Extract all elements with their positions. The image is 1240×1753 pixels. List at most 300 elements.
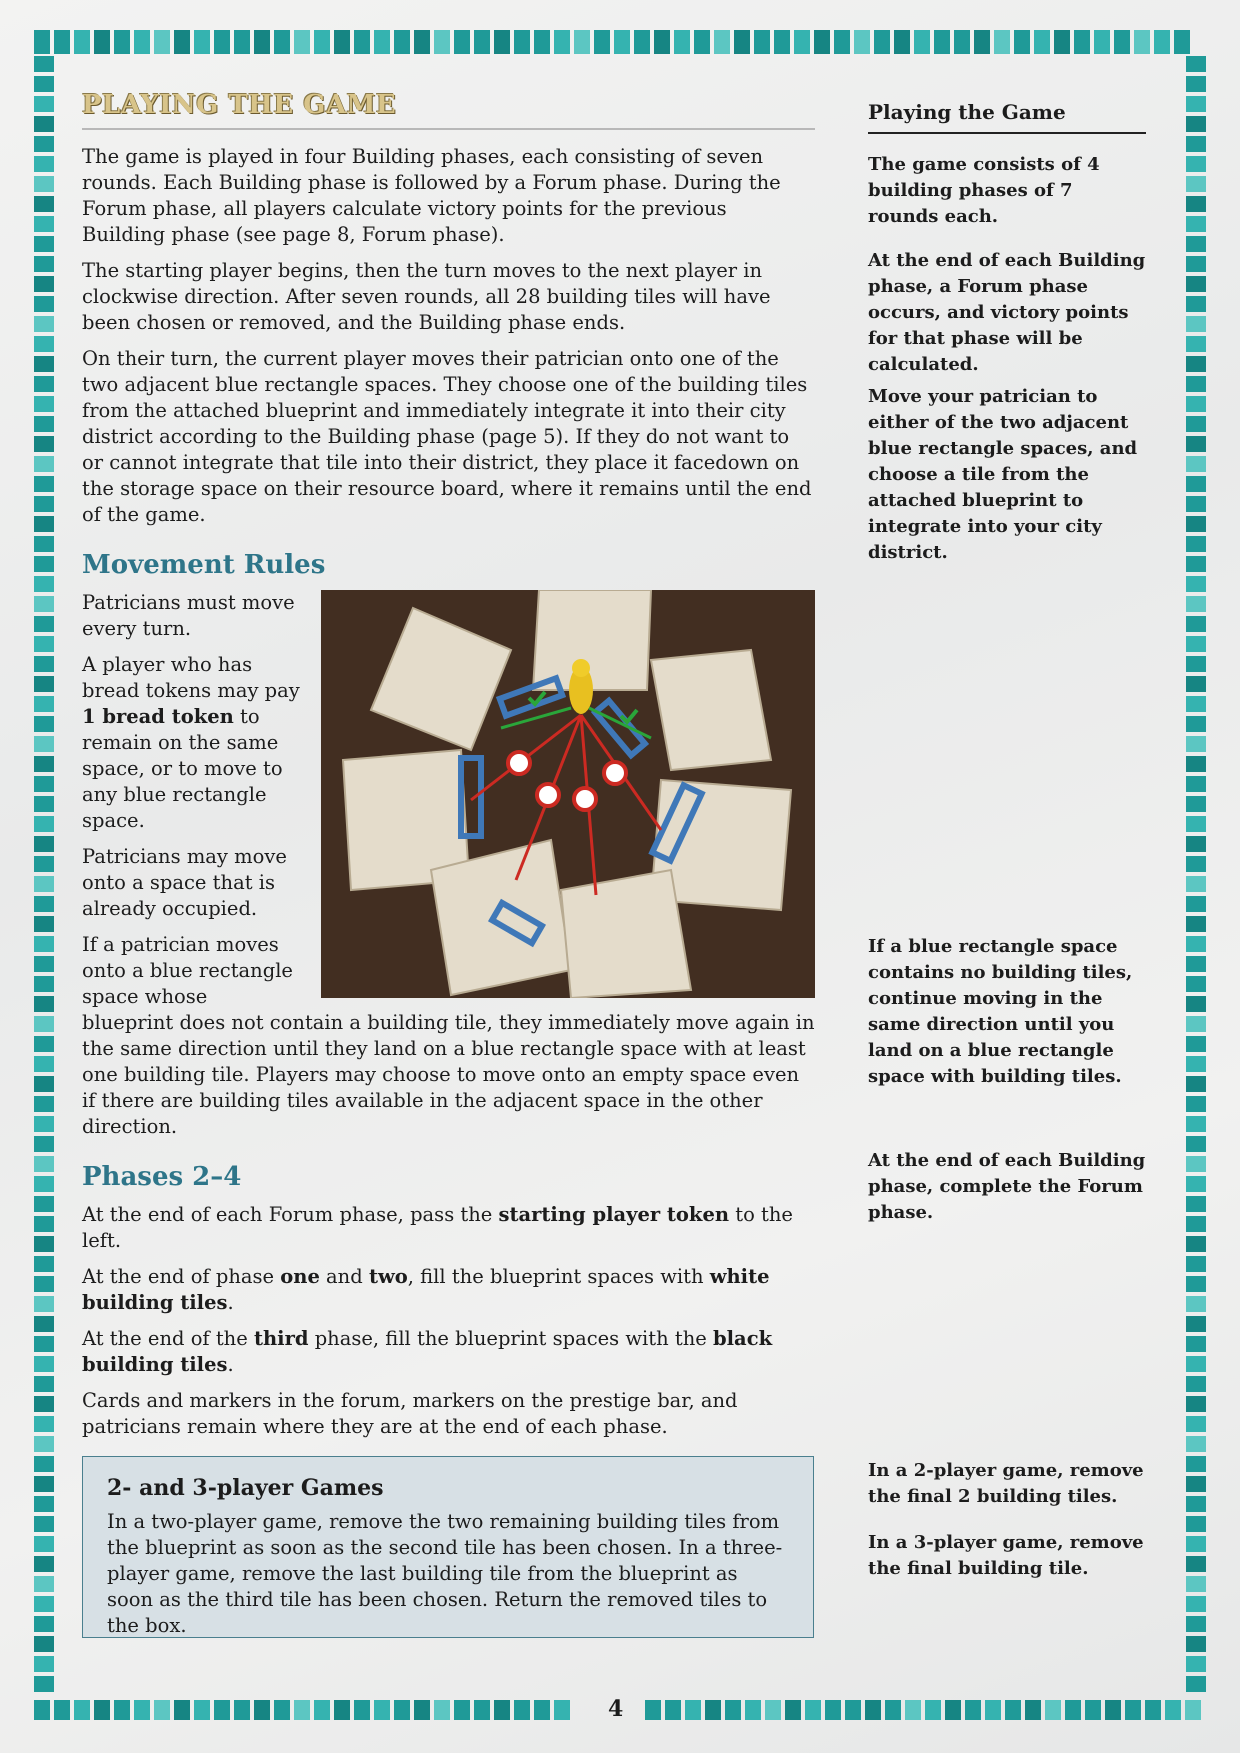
mosaic-tile	[454, 30, 470, 54]
mosaic-tile	[1186, 1016, 1206, 1032]
mosaic-tile	[1186, 836, 1206, 852]
mosaic-tile	[34, 956, 54, 972]
mosaic-tile	[1186, 1296, 1206, 1312]
mosaic-tile	[34, 1096, 54, 1112]
mosaic-tile	[1186, 776, 1206, 792]
mosaic-tile	[34, 636, 54, 652]
text-span: At the end of each Forum phase, pass the	[82, 1203, 499, 1226]
mosaic-tile	[254, 30, 270, 54]
page-number: 4	[608, 1696, 624, 1722]
mosaic-tile	[34, 596, 54, 612]
mosaic-tile	[34, 776, 54, 792]
mosaic-tile	[34, 1656, 54, 1672]
mosaic-tile	[554, 1700, 570, 1720]
main-column	[82, 90, 815, 1440]
mosaic-tile	[1186, 56, 1206, 72]
mosaic-tile	[674, 30, 690, 54]
sidebar-text: Move your patrician to either of the two adjacent blue rectangle spaces, and choose a tile from the attached blueprint to integrate into your city district.	[868, 386, 1138, 563]
mosaic-tile	[1125, 1700, 1141, 1720]
bold-text: black building tiles	[82, 1327, 773, 1376]
mosaic-tile	[594, 30, 610, 54]
mosaic-tile	[1186, 1316, 1206, 1332]
mosaic-tile	[1186, 1656, 1206, 1672]
mosaic-tile	[1186, 1076, 1206, 1092]
mosaic-tile	[1186, 1236, 1206, 1252]
mosaic-tile	[945, 1700, 961, 1720]
mosaic-tile	[1186, 576, 1206, 592]
mosaic-tile	[985, 1700, 1001, 1720]
mosaic-tile	[1186, 736, 1206, 752]
sidebar-summary-3	[868, 384, 1146, 566]
mosaic-tile	[1186, 496, 1206, 512]
mosaic-tile	[1186, 1436, 1206, 1452]
mosaic-tile	[94, 1700, 110, 1720]
phases-paragraph-1	[82, 1202, 815, 1254]
mosaic-tile	[1186, 176, 1206, 192]
box-heading: 2- and 3-player Games	[107, 1475, 384, 1501]
mosaic-tile	[1134, 30, 1150, 54]
mosaic-tile	[34, 816, 54, 832]
mosaic-tile	[34, 1576, 54, 1592]
mosaic-tile	[494, 1700, 510, 1720]
mosaic-tile	[1186, 316, 1206, 332]
mosaic-tile	[34, 96, 54, 112]
mosaic-tile	[74, 1700, 90, 1720]
mosaic-tile	[1186, 1636, 1206, 1652]
mosaic-tile	[34, 1296, 54, 1312]
mosaic-tile	[34, 1496, 54, 1512]
text-span: to remain on the same space, or to move to any blue rectangle space.	[82, 705, 283, 832]
mosaic-tile	[34, 176, 54, 192]
mosaic-tile	[34, 456, 54, 472]
mosaic-tile	[1185, 1700, 1201, 1720]
mosaic-tile	[1186, 856, 1206, 872]
mosaic-tile	[34, 656, 54, 672]
mosaic-tile	[34, 76, 54, 92]
mosaic-tile	[1186, 476, 1206, 492]
intro-paragraph-1: The game is played in four Building phases, each consisting of seven rounds. Each Building phase is followed by a Forum phase. During the Forum phase, all players calculate victory points for the previous Building phase (see page 8, Forum phase).	[82, 145, 781, 246]
mosaic-tile	[434, 1700, 450, 1720]
mosaic-tile	[865, 1700, 881, 1720]
mosaic-tile	[474, 30, 490, 54]
mosaic-tile	[34, 1556, 54, 1572]
mosaic-tile	[1085, 1700, 1101, 1720]
mosaic-tile	[1186, 256, 1206, 272]
decorative-border-top	[34, 30, 1206, 54]
mosaic-tile	[1186, 1036, 1206, 1052]
mosaic-tile	[34, 1616, 54, 1632]
mosaic-tile	[34, 30, 50, 54]
bold-text: third	[253, 1327, 309, 1350]
mosaic-tile	[34, 316, 54, 332]
mosaic-tile	[214, 1700, 230, 1720]
mosaic-tile	[1186, 916, 1206, 932]
mosaic-tile	[1186, 716, 1206, 732]
mosaic-tile	[454, 1700, 470, 1720]
mosaic-tile	[34, 676, 54, 692]
mosaic-tile	[1186, 1276, 1206, 1292]
mosaic-tile	[774, 30, 790, 54]
sidebar-summary-2	[868, 248, 1146, 378]
mosaic-tile	[1186, 1536, 1206, 1552]
mosaic-tile	[294, 1700, 310, 1720]
mosaic-tile	[294, 30, 310, 54]
sidebar-summary-5	[868, 1148, 1146, 1226]
mosaic-tile	[814, 30, 830, 54]
mosaic-tile	[114, 1700, 130, 1720]
mosaic-tile	[534, 1700, 550, 1720]
mosaic-tile	[34, 856, 54, 872]
mosaic-tile	[34, 196, 54, 212]
mosaic-tile	[725, 1700, 741, 1720]
mosaic-tile	[934, 30, 950, 54]
mosaic-tile	[414, 1700, 430, 1720]
mosaic-tile	[34, 56, 54, 72]
mosaic-tile	[34, 936, 54, 952]
mosaic-tile	[1186, 1116, 1206, 1132]
mosaic-tile	[1074, 30, 1090, 54]
mosaic-tile	[1045, 1700, 1061, 1720]
mosaic-tile	[34, 1536, 54, 1552]
mosaic-tile	[1186, 1376, 1206, 1392]
mosaic-tile	[334, 1700, 350, 1720]
text-span: A player who has bread tokens may pay	[82, 653, 300, 702]
mosaic-tile	[34, 1236, 54, 1252]
movement-paragraph-4: If a patrician moves onto a blue rectangle space whose blueprint does not contain a building tile, they immediately move again in the same direction until they land on a blue rectangle space with at least one building tile. Players may choose to move onto an empty space even if there are building tiles available in the adjacent space in the other direction.	[82, 933, 815, 1138]
text-span: phase, fill the blueprint spaces with the	[308, 1327, 714, 1350]
mosaic-tile	[34, 1116, 54, 1132]
mosaic-tile	[665, 1700, 681, 1720]
text-span: At the end of the	[82, 1327, 254, 1350]
mosaic-tile	[34, 1156, 54, 1172]
mosaic-tile	[1186, 416, 1206, 432]
sidebar-text: At the end of each Building phase, complete the Forum phase.	[868, 1150, 1146, 1223]
mosaic-tile	[1186, 656, 1206, 672]
mosaic-tile	[1186, 796, 1206, 812]
mosaic-tile	[1186, 236, 1206, 252]
mosaic-tile	[754, 30, 770, 54]
mosaic-tile	[1034, 30, 1050, 54]
mosaic-tile	[614, 30, 630, 54]
mosaic-tile	[494, 30, 510, 54]
mosaic-tile	[34, 1396, 54, 1412]
mosaic-tile	[1186, 296, 1206, 312]
decorative-border-right	[1186, 56, 1206, 1696]
mosaic-tile	[1186, 336, 1206, 352]
mosaic-tile	[1186, 876, 1206, 892]
mosaic-tile	[174, 1700, 190, 1720]
mosaic-tile	[1186, 356, 1206, 372]
mosaic-tile	[34, 236, 54, 252]
mosaic-tile	[1186, 616, 1206, 632]
mosaic-tile	[254, 1700, 270, 1720]
mosaic-tile	[194, 1700, 210, 1720]
mosaic-tile	[1186, 756, 1206, 772]
mosaic-tile	[1186, 596, 1206, 612]
mosaic-tile	[1186, 1216, 1206, 1232]
sidebar-title: Playing the Game	[868, 100, 1146, 134]
mosaic-tile	[1186, 516, 1206, 532]
mosaic-tile	[914, 30, 930, 54]
box-text: In a two-player game, remove the two remaining building tiles from the blueprint as soon as the second tile has been chosen. In a three-player game, remove the last building tile from the blueprint as soon as the third tile has been chosen. Return the removed tiles to the box.	[107, 1510, 783, 1637]
mosaic-tile	[1186, 936, 1206, 952]
mosaic-tile	[34, 1216, 54, 1232]
mosaic-tile	[34, 1196, 54, 1212]
mosaic-tile	[805, 1700, 821, 1720]
mosaic-tile	[354, 1700, 370, 1720]
mosaic-tile	[1186, 1396, 1206, 1412]
mosaic-tile	[34, 1636, 54, 1652]
mosaic-tile	[1186, 1576, 1206, 1592]
bold-text: 1 bread token	[82, 705, 234, 728]
mosaic-tile	[1186, 196, 1206, 212]
mosaic-tile	[474, 1700, 490, 1720]
mosaic-tile	[214, 30, 230, 54]
mosaic-tile	[654, 30, 670, 54]
mosaic-tile	[1186, 896, 1206, 912]
mosaic-tile	[1186, 156, 1206, 172]
mosaic-tile	[1065, 1700, 1081, 1720]
mosaic-tile	[514, 30, 530, 54]
mosaic-tile	[1186, 456, 1206, 472]
mosaic-tile	[1186, 1136, 1206, 1152]
intro-paragraph-3: On their turn, the current player moves their patrician onto one of the two adjacent blue rectangle spaces. They choose one of the building tiles from the attached blueprint and immediately integrate it into their city district according to the Building phase (page 5). If they do not want to or cannot integrate that tile into their district, they place it facedown on the storage space on their resource board, where it remains until the end of the game.	[82, 347, 812, 526]
mosaic-tile	[554, 30, 570, 54]
movement-rules-heading: Movement Rules	[82, 550, 326, 580]
text-span: .	[227, 1291, 234, 1314]
text-span: At the end of phase	[82, 1265, 281, 1288]
mosaic-tile	[1186, 1196, 1206, 1212]
mosaic-tile	[834, 30, 850, 54]
sidebar-text: The game consists of 4 building phases of 7 rounds each.	[868, 154, 1100, 227]
mosaic-tile	[1186, 1356, 1206, 1372]
mosaic-tile	[905, 1700, 921, 1720]
mosaic-tile	[34, 376, 54, 392]
mosaic-tile	[845, 1700, 861, 1720]
mosaic-tile	[34, 836, 54, 852]
sidebar-text: If a blue rectangle space contains no building tiles, continue moving in the same direction until you land on a blue rectangle space with building tiles.	[868, 936, 1133, 1087]
mosaic-tile	[234, 1700, 250, 1720]
mosaic-tile	[894, 30, 910, 54]
bold-text: starting player token	[498, 1203, 730, 1226]
mosaic-tile	[1186, 276, 1206, 292]
mosaic-tile	[1186, 996, 1206, 1012]
mosaic-tile	[885, 1700, 901, 1720]
mosaic-tile	[314, 1700, 330, 1720]
mosaic-tile	[925, 1700, 941, 1720]
mosaic-tile	[314, 30, 330, 54]
mosaic-tile	[354, 30, 370, 54]
game-board-photo	[321, 590, 815, 998]
mosaic-tile	[954, 30, 970, 54]
mosaic-tile	[1186, 1336, 1206, 1352]
bold-text: white building tiles	[82, 1265, 770, 1314]
mosaic-tile	[1154, 30, 1170, 54]
mosaic-tile	[765, 1700, 781, 1720]
mosaic-tile	[1105, 1700, 1121, 1720]
mosaic-tile	[685, 1700, 701, 1720]
mosaic-tile	[34, 1276, 54, 1292]
mosaic-tile	[694, 30, 710, 54]
bold-text: one	[280, 1265, 320, 1288]
phases-paragraph-2	[82, 1264, 815, 1316]
mosaic-tile	[645, 1700, 661, 1720]
mosaic-tile	[34, 1036, 54, 1052]
mosaic-tile	[1186, 1676, 1206, 1692]
mosaic-tile	[1186, 536, 1206, 552]
mosaic-tile	[1186, 676, 1206, 692]
mosaic-tile	[1186, 1456, 1206, 1472]
mosaic-tile	[334, 30, 350, 54]
mosaic-tile	[74, 30, 90, 54]
mosaic-tile	[1005, 1700, 1021, 1720]
sidebar-text: In a 3-player game, remove the final building tile.	[868, 1532, 1144, 1579]
mosaic-tile	[1186, 1496, 1206, 1512]
movement-paragraph-1: Patricians must move every turn.	[82, 591, 295, 640]
decorative-border-bottom-right	[645, 1700, 1206, 1720]
mosaic-tile	[34, 416, 54, 432]
mosaic-tile	[1186, 1096, 1206, 1112]
mosaic-tile	[34, 1516, 54, 1532]
mosaic-tile	[1145, 1700, 1161, 1720]
decorative-border-left	[34, 56, 54, 1696]
mosaic-tile	[174, 30, 190, 54]
mosaic-tile	[785, 1700, 801, 1720]
mosaic-tile	[34, 1676, 54, 1692]
decorative-border-bottom-left	[34, 1700, 590, 1720]
mosaic-tile	[34, 796, 54, 812]
mosaic-tile	[34, 396, 54, 412]
mosaic-tile	[1094, 30, 1110, 54]
mosaic-tile	[1186, 376, 1206, 392]
mosaic-tile	[34, 1056, 54, 1072]
mosaic-tile	[374, 30, 390, 54]
mosaic-tile	[1186, 556, 1206, 572]
mosaic-tile	[34, 996, 54, 1012]
mosaic-tile	[1186, 696, 1206, 712]
mosaic-tile	[1186, 976, 1206, 992]
mosaic-tile	[1186, 136, 1206, 152]
mosaic-tile	[414, 30, 430, 54]
mosaic-tile	[1186, 1176, 1206, 1192]
mosaic-tile	[34, 536, 54, 552]
mosaic-tile	[1186, 636, 1206, 652]
mosaic-tile	[1186, 816, 1206, 832]
mosaic-tile	[34, 696, 54, 712]
mosaic-tile	[34, 1136, 54, 1152]
mosaic-tile	[34, 156, 54, 172]
mosaic-tile	[34, 1176, 54, 1192]
mosaic-tile	[734, 30, 750, 54]
text-span: .	[227, 1353, 234, 1376]
mosaic-tile	[34, 356, 54, 372]
mosaic-tile	[34, 1416, 54, 1432]
sidebar-text: In a 2-player game, remove the final 2 building tiles.	[868, 1460, 1144, 1507]
mosaic-tile	[234, 30, 250, 54]
text-span: to the left.	[82, 1203, 793, 1252]
mosaic-tile	[534, 30, 550, 54]
mosaic-tile	[34, 616, 54, 632]
mosaic-tile	[1165, 1700, 1181, 1720]
mosaic-tile	[34, 756, 54, 772]
mosaic-tile	[1186, 1556, 1206, 1572]
mosaic-tile	[34, 496, 54, 512]
mosaic-tile	[34, 1356, 54, 1372]
mosaic-tile	[34, 1256, 54, 1272]
intro-paragraph-2: The starting player begins, then the turn moves to the next player in clockwise direction. After seven rounds, all 28 building tiles will have been chosen or removed, and the Building phase ends.	[82, 259, 771, 334]
mosaic-tile	[274, 30, 290, 54]
mosaic-tile	[1186, 1596, 1206, 1612]
mosaic-tile	[1025, 1700, 1041, 1720]
mosaic-tile	[965, 1700, 981, 1720]
sidebar-summary-7	[868, 1530, 1146, 1582]
bold-text: two	[368, 1265, 408, 1288]
mosaic-tile	[854, 30, 870, 54]
mosaic-tile	[114, 30, 130, 54]
mosaic-tile	[34, 436, 54, 452]
mosaic-tile	[1186, 436, 1206, 452]
board-illustration	[321, 590, 815, 998]
sidebar-summary-1	[868, 152, 1146, 230]
mosaic-tile	[54, 1700, 70, 1720]
mosaic-tile	[874, 30, 890, 54]
mosaic-tile	[34, 876, 54, 892]
mosaic-tile	[34, 256, 54, 272]
mosaic-tile	[705, 1700, 721, 1720]
text-span: , fill the blueprint spaces with	[407, 1265, 710, 1288]
mosaic-tile	[825, 1700, 841, 1720]
mosaic-tile	[1186, 1256, 1206, 1272]
mosaic-tile	[94, 30, 110, 54]
phases-paragraph-3	[82, 1326, 815, 1378]
movement-rules-section	[82, 590, 815, 1140]
mosaic-tile	[34, 976, 54, 992]
mosaic-tile	[194, 30, 210, 54]
mosaic-tile	[1186, 1516, 1206, 1532]
text-span: and	[319, 1265, 369, 1288]
mosaic-tile	[514, 1700, 530, 1720]
sidebar-summary-6	[868, 1458, 1146, 1510]
mosaic-tile	[134, 1700, 150, 1720]
sidebar-text: At the end of each Building phase, a Forum phase occurs, and victory points for that phase will be calculated.	[868, 250, 1146, 375]
mosaic-tile	[1186, 1476, 1206, 1492]
mosaic-tile	[1186, 116, 1206, 132]
mosaic-tile	[1186, 76, 1206, 92]
mosaic-tile	[34, 276, 54, 292]
mosaic-tile	[1186, 1056, 1206, 1072]
mosaic-tile	[34, 1076, 54, 1092]
mosaic-tile	[34, 1596, 54, 1612]
mosaic-tile	[1186, 396, 1206, 412]
mosaic-tile	[1054, 30, 1070, 54]
mosaic-tile	[34, 1436, 54, 1452]
mosaic-tile	[34, 1700, 50, 1720]
mosaic-tile	[394, 30, 410, 54]
player-count-box	[82, 1456, 814, 1638]
mosaic-tile	[34, 736, 54, 752]
mosaic-tile	[34, 516, 54, 532]
sidebar-summary-4	[868, 934, 1146, 1090]
mosaic-tile	[34, 336, 54, 352]
page-title: PLAYING THE GAME	[82, 90, 815, 130]
mosaic-tile	[634, 30, 650, 54]
mosaic-tile	[34, 216, 54, 232]
mosaic-tile	[1186, 96, 1206, 112]
mosaic-tile	[1186, 1156, 1206, 1172]
mosaic-tile	[434, 30, 450, 54]
mosaic-tile	[1014, 30, 1030, 54]
mosaic-tile	[54, 30, 70, 54]
